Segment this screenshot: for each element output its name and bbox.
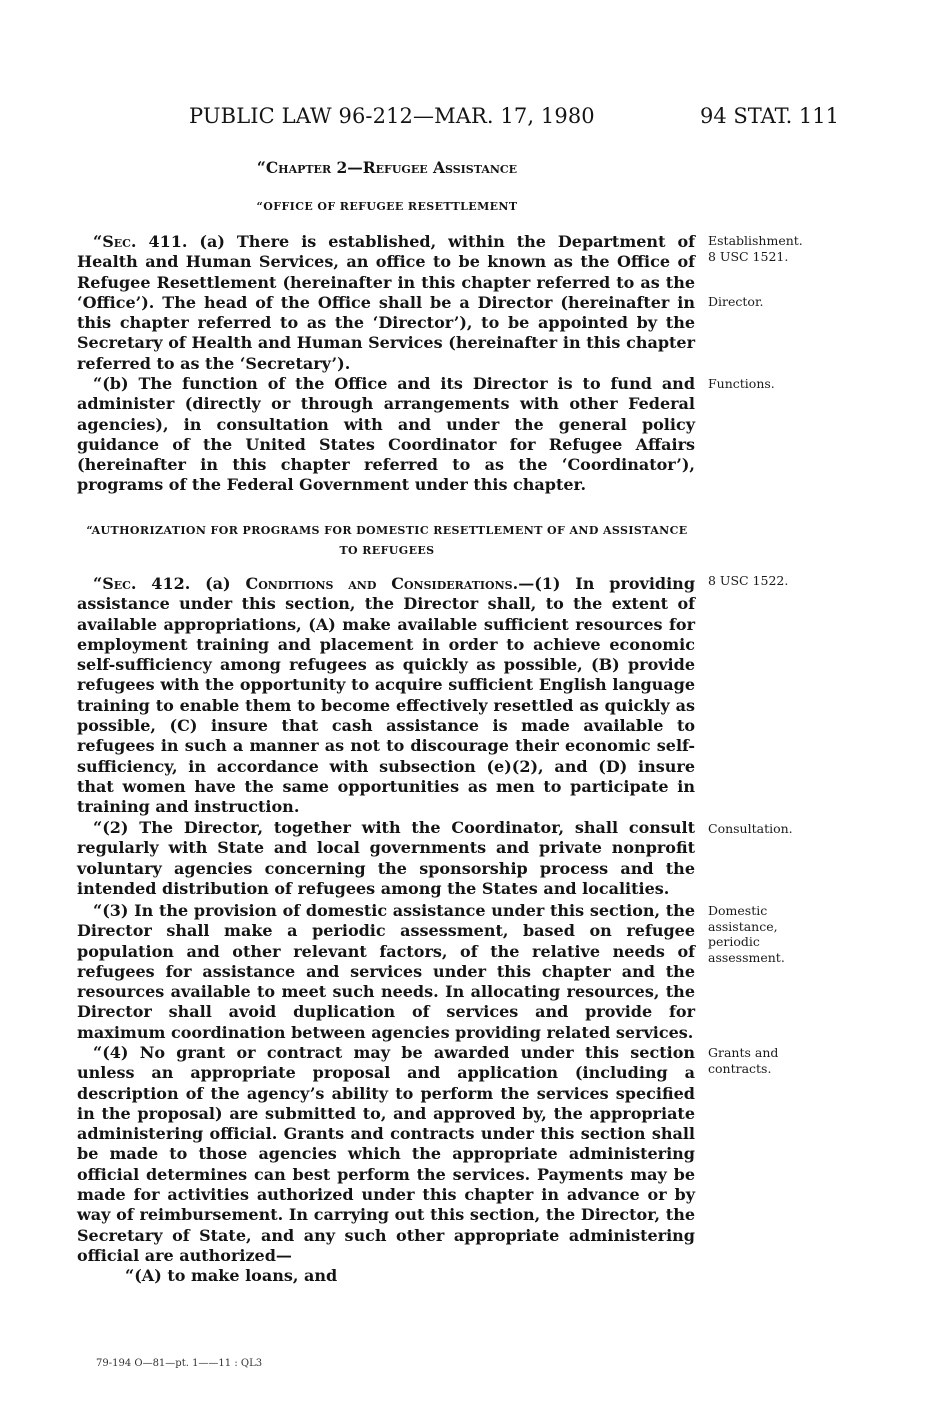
sec-label: “Sec. — [93, 232, 137, 251]
margin-note-functions: Functions. — [708, 376, 775, 391]
section-heading-office: “OFFICE OF REFUGEE RESETTLEMENT — [256, 200, 518, 213]
statute-page-number: 94 STAT. 111 — [700, 104, 840, 128]
sec-412-a-2: “(2) The Director, together with the Coordinator, shall consult regularly with State and local governments and private nonprofit voluntary agencies concerning the sponsorship process and the intended distribution of refugees among the States and localities. — [77, 818, 695, 898]
sec-412-a-4-A: “(A) to make loans, and — [125, 1266, 338, 1285]
sec-label: “Sec. — [93, 574, 137, 593]
margin-note-establishment: Establishment. — [708, 233, 803, 248]
public-law-citation: PUBLIC LAW 96-212—MAR. 17, 1980 — [189, 104, 595, 128]
chapter-heading: “Chapter 2—Refugee Assistance — [256, 158, 518, 177]
sec-412-a-1-text: —(1) In providing assistance under this section, the Director shall, to the extent of available appropriations, (A) make available sufficient resources for employment training and placement in order to achieve economic self-sufficiency among refugees as quickly as possible, (B) provide refugees with the opportunity to acquire sufficient English language training to enable them to become effectively resettled as quickly as possible, (C) insure that cash assistance is made available to refugees in such a manner as not to discourage their economic self-sufficiency, in accordance with subsection (e)(2), and (D) insure that women have the same opportunities as men to participate in training and instruction. — [77, 574, 696, 817]
sec-412-number: 412. (a) — [136, 574, 246, 593]
subsection-title: Conditions and Considerations. — [245, 574, 519, 593]
sec-412-a-4: “(4) No grant or contract may be awarded under this section unless an appropriate proposal and application (including a description of the agency’s ability to perform the services specified in the proposal) are submitted to, and approved by, the appropriate administering official. Grants and contracts under this section shall be made to those agencies which the appropriate administering official determines can best perform the services. Payments may be made for activities authorized under this chapter in advance or by way of reimbursement. In carrying out this section, the Director, the Secretary of State, and any such other appropriate administering official are authorized— — [77, 1043, 695, 1265]
sec-412-a-1 — [77, 574, 695, 818]
sec-412-a-3: “(3) In the provision of domestic assistance under this section, the Director shall make a periodic assessment, based on refugee population and other relevant factors, of the relative needs of refugees for assistance and services under this chapter and the resources available to meet such needs. In allocating resources, the Director shall avoid duplication of services and provide for maximum coordination between agencies providing related services. — [77, 901, 695, 1042]
sec-411-a-text: 411. (a) There is established, within the Department of Health and Human Services, an office to be known as the Office of Refugee Resettlement (hereinafter in this chapter referred to as the ‘Office’). The head of the Office shall be a Director (hereinafter in this chapter referred to as the ‘Director’), to be appointed by the Secretary of Health and Human Services (hereinafter in this chapter referred to as the ‘Secretary’). — [77, 232, 695, 373]
section-heading-authorization: “AUTHORIZATION FOR PROGRAMS FOR DOMESTIC RESETTLEMENT OF AND ASSISTANCE TO REFUGEES — [86, 524, 688, 557]
sec-411-b: “(b) The function of the Office and its Director is to fund and administer (directly or through arrangements with other Federal agencies), in consultation with and under the general policy guidance of the United States Coordinator for Refugee Affairs (hereinafter in this chapter referred to as the ‘Coordinator’), programs of the Federal Government under this chapter. — [77, 374, 695, 495]
margin-note-grants-contracts: Grants and contracts. — [708, 1045, 779, 1076]
margin-note-usc-1522: 8 USC 1522. — [708, 573, 789, 588]
margin-note-domestic-assistance: Domestic assistance, periodic assessment. — [708, 903, 785, 965]
margin-note-usc-1521: 8 USC 1521. — [708, 249, 789, 264]
sec-411-a — [77, 232, 695, 374]
page-header — [0, 104, 947, 134]
print-code-footer: 79-194 O—81—pt. 1——11 : QL3 — [96, 1358, 263, 1369]
margin-note-director: Director. — [708, 294, 764, 309]
margin-note-consultation: Consultation. — [708, 821, 793, 836]
